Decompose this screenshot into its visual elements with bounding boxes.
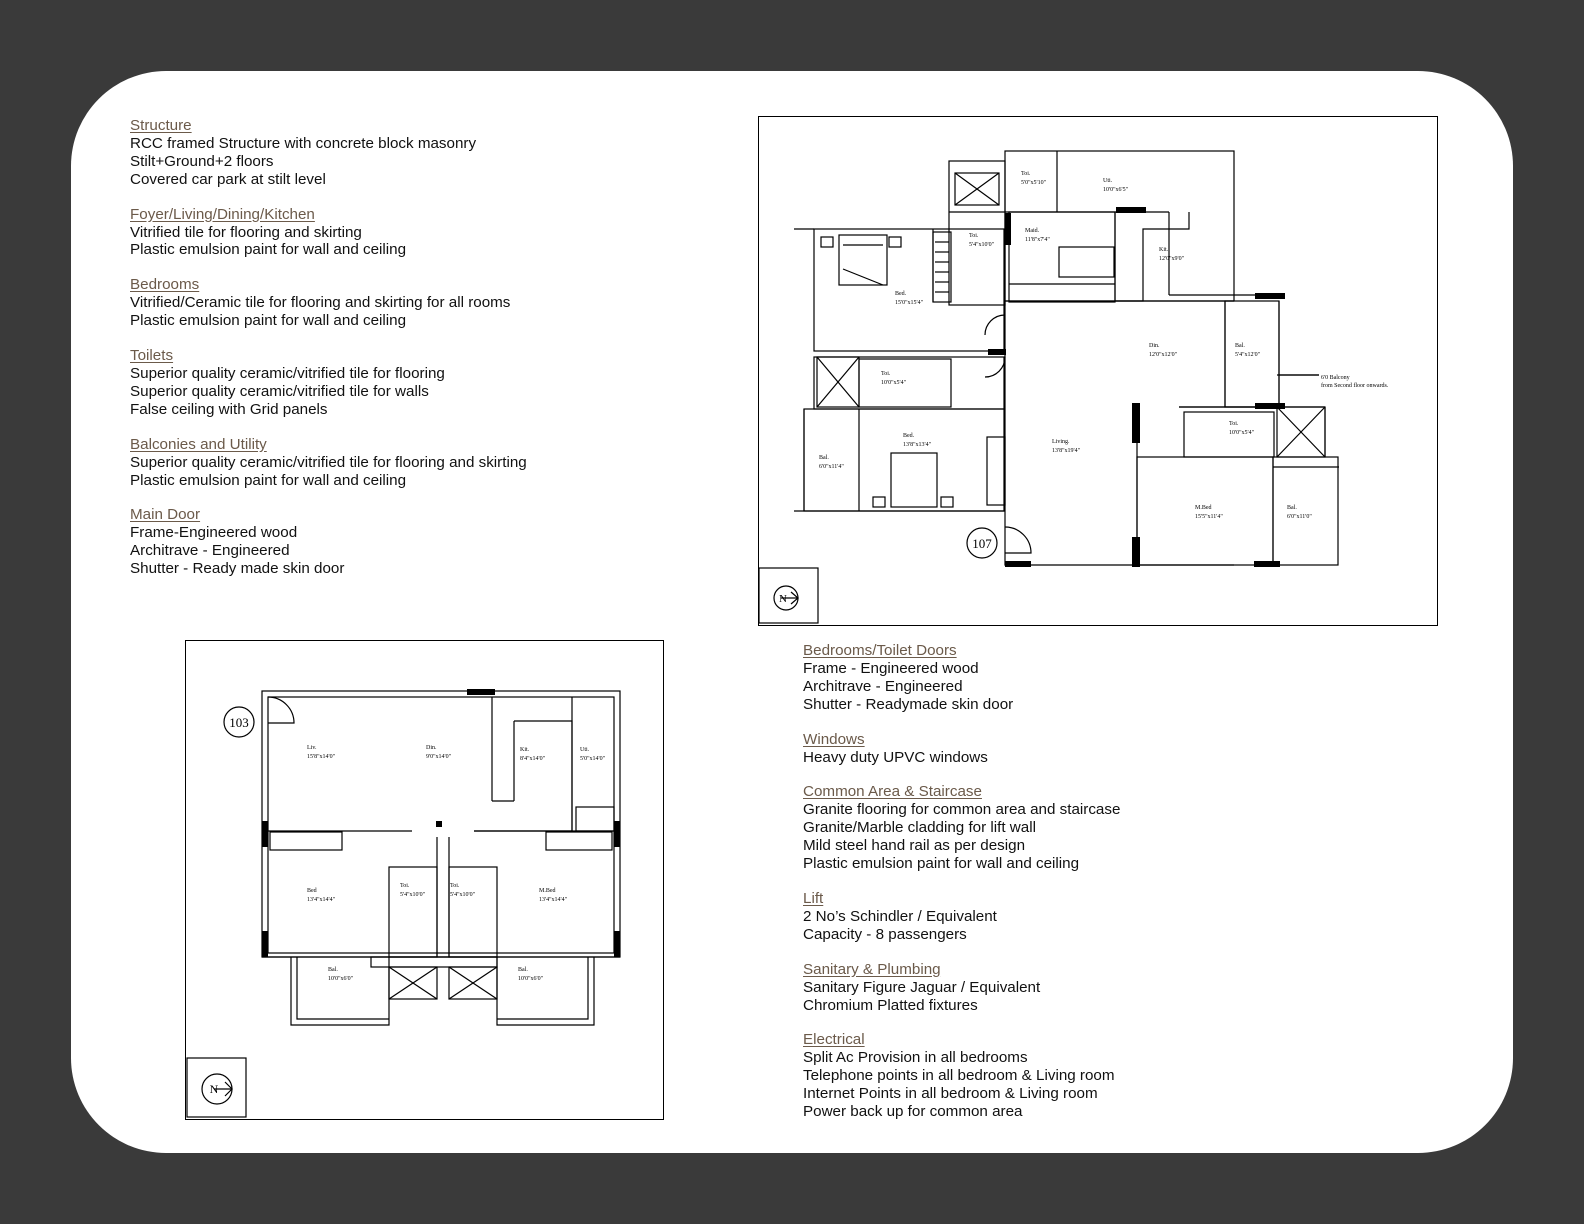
svg-text:10'0"x6'5": 10'0"x6'5"	[1103, 187, 1129, 193]
spec-section-title: Lift	[803, 889, 824, 907]
spec-line: Superior quality ceramic/vitrified tile for walls	[130, 382, 429, 400]
svg-text:10'0"x5'4": 10'0"x5'4"	[881, 380, 907, 386]
svg-text:5'4"x12'0": 5'4"x12'0"	[1235, 352, 1261, 358]
svg-text:6'0 Balcony: 6'0 Balcony	[1321, 375, 1350, 381]
svg-text:Toi.: Toi.	[1229, 421, 1239, 427]
svg-text:5'0"x5'10": 5'0"x5'10"	[1021, 180, 1047, 186]
spec-line: Telephone points in all bedroom & Living room	[803, 1067, 1115, 1085]
spec-line: Frame - Engineered wood	[803, 659, 979, 677]
spec-section	[130, 436, 690, 490]
svg-text:12'0"x9'0": 12'0"x9'0"	[1159, 256, 1185, 262]
spec-section-title: Windows	[803, 730, 865, 748]
spec-line: Frame-Engineered wood	[130, 524, 298, 542]
spec-section-title: Common Area & Staircase	[803, 783, 982, 801]
svg-text:Bed.: Bed.	[903, 433, 915, 439]
svg-text:6'0"x11'4": 6'0"x11'4"	[819, 464, 844, 470]
spec-section-title: Toilets	[130, 347, 174, 365]
svg-text:Bal.: Bal.	[819, 455, 829, 461]
spec-section	[130, 117, 690, 189]
spec-section-title: Foyer/Living/Dining/Kitchen	[130, 205, 315, 223]
svg-text:Bed.: Bed.	[895, 291, 907, 297]
svg-text:Toi.: Toi.	[969, 233, 979, 239]
svg-text:Liv.: Liv.	[307, 745, 317, 751]
spec-line: Granite flooring for common area and staircase	[803, 801, 1121, 819]
spec-section	[130, 206, 690, 260]
spec-section	[130, 347, 690, 419]
floor-plan-107-drawing	[759, 117, 1437, 625]
svg-text:15'5"x11'4": 15'5"x11'4"	[1195, 514, 1223, 520]
spec-line: Granite/Marble cladding for lift wall	[803, 819, 1036, 837]
svg-text:Bal.: Bal.	[518, 967, 528, 973]
spec-line: Vitrified/Ceramic tile for flooring and skirting for all rooms	[130, 294, 511, 312]
svg-text:Bed: Bed	[307, 888, 317, 894]
svg-text:Din.: Din.	[1149, 343, 1160, 349]
spec-line: Architrave - Engineered	[130, 542, 290, 560]
svg-text:5'4"x10'0": 5'4"x10'0"	[969, 242, 995, 248]
svg-text:12'0"x12'0": 12'0"x12'0"	[1149, 352, 1178, 358]
spec-line: Heavy duty UPVC windows	[803, 748, 988, 766]
spec-line: Plastic emulsion paint for wall and ceiling	[803, 855, 1080, 873]
svg-text:10'0"x6'0": 10'0"x6'0"	[518, 976, 544, 982]
svg-text:Bal.: Bal.	[328, 967, 338, 973]
spec-section	[130, 506, 690, 578]
svg-text:13'4"x14'4": 13'4"x14'4"	[539, 897, 568, 903]
spec-section-title: Main Door	[130, 506, 201, 524]
svg-text:N: N	[209, 1082, 219, 1096]
svg-text:from Second floor onwards.: from Second floor onwards.	[1321, 383, 1389, 389]
spec-line: Plastic emulsion paint for wall and ceiling	[130, 471, 407, 489]
spec-line: Internet Points in all bedroom & Living room	[803, 1085, 1098, 1103]
spec-section	[803, 642, 1363, 714]
svg-text:Toi.: Toi.	[881, 371, 891, 377]
svg-text:5'4"x10'0": 5'4"x10'0"	[450, 892, 476, 898]
floor-plan-103-drawing	[186, 641, 663, 1119]
spec-line: Power back up for common area	[803, 1103, 1023, 1121]
svg-text:103: 103	[229, 715, 249, 730]
spec-line: Shutter - Readymade skin door	[803, 695, 1014, 713]
spec-line: Capacity - 8 passengers	[803, 925, 967, 943]
svg-text:Kit.: Kit.	[1159, 247, 1169, 253]
svg-text:Living.: Living.	[1052, 439, 1070, 445]
svg-text:M.Bed: M.Bed	[1195, 505, 1212, 511]
svg-text:Uti.: Uti.	[580, 747, 590, 753]
svg-text:Kit.: Kit.	[520, 747, 530, 753]
svg-text:Bal.: Bal.	[1287, 505, 1297, 511]
svg-text:M.Bed: M.Bed	[539, 888, 556, 894]
svg-text:15'8"x14'0": 15'8"x14'0"	[307, 754, 336, 760]
svg-text:N: N	[779, 593, 787, 605]
svg-text:11'8"x7'4": 11'8"x7'4"	[1025, 237, 1050, 243]
spec-line: Chromium Platted fixtures	[803, 996, 978, 1014]
spec-section	[803, 1031, 1363, 1121]
svg-text:9'0"x14'0": 9'0"x14'0"	[426, 754, 452, 760]
spec-section-title: Bedrooms	[130, 276, 200, 294]
spec-section	[803, 731, 1363, 767]
spec-line: Split Ac Provision in all bedrooms	[803, 1049, 1028, 1067]
spec-line: Vitrified tile for flooring and skirting	[130, 223, 362, 241]
svg-text:5'4"x10'0": 5'4"x10'0"	[400, 892, 426, 898]
svg-text:Maid.: Maid.	[1025, 228, 1040, 234]
north-box	[759, 568, 818, 623]
spec-section-title: Electrical	[803, 1031, 865, 1049]
spec-line: Covered car park at stilt level	[130, 170, 326, 188]
spec-section	[803, 783, 1363, 873]
floor-plan-107	[758, 116, 1438, 626]
svg-text:Bal.: Bal.	[1235, 343, 1245, 349]
spec-line: Mild steel hand rail as per design	[803, 837, 1026, 855]
svg-text:Toi.: Toi.	[1021, 171, 1031, 177]
spec-section	[130, 276, 690, 330]
spec-section-title: Balconies and Utility	[130, 435, 267, 453]
spec-section	[803, 961, 1363, 1015]
floor-plan-103	[185, 640, 664, 1120]
svg-text:6'0"x11'0": 6'0"x11'0"	[1287, 514, 1312, 520]
spec-line: False ceiling with Grid panels	[130, 400, 328, 418]
spec-section-title: Sanitary & Plumbing	[803, 960, 941, 978]
svg-text:Din.: Din.	[426, 745, 437, 751]
spec-section	[803, 890, 1363, 944]
spec-line: Plastic emulsion paint for wall and ceiling	[130, 241, 407, 259]
svg-text:107: 107	[972, 536, 992, 551]
right-specifications	[803, 642, 1363, 1138]
svg-text:Uti.: Uti.	[1103, 178, 1113, 184]
spec-line: RCC framed Structure with concrete block masonry	[130, 134, 477, 152]
spec-line: 2 No’s Schindler / Equivalent	[803, 907, 997, 925]
left-specifications	[130, 117, 690, 595]
svg-text:8'4"x14'0": 8'4"x14'0"	[520, 756, 546, 762]
svg-text:13'8"x19'4": 13'8"x19'4"	[1052, 448, 1081, 454]
spec-section-title: Bedrooms/Toilet Doors	[803, 642, 957, 659]
svg-text:15'0"x15'4": 15'0"x15'4"	[895, 300, 924, 306]
svg-text:5'0"x14'0": 5'0"x14'0"	[580, 756, 606, 762]
svg-text:Toi.: Toi.	[450, 883, 460, 889]
svg-text:13'8"x13'4": 13'8"x13'4"	[903, 442, 932, 448]
svg-text:Toi.: Toi.	[400, 883, 410, 889]
spec-line: Superior quality ceramic/vitrified tile for flooring and skirting	[130, 453, 527, 471]
spec-line: Sanitary Figure Jaguar / Equivalent	[803, 978, 1041, 996]
svg-text:13'4"x14'4": 13'4"x14'4"	[307, 897, 336, 903]
spec-line: Superior quality ceramic/vitrified tile for flooring	[130, 364, 445, 382]
spec-section-title: Structure	[130, 117, 192, 134]
spec-line: Architrave - Engineered	[803, 677, 963, 695]
spec-line: Stilt+Ground+2 floors	[130, 152, 274, 170]
spec-line: Plastic emulsion paint for wall and ceiling	[130, 312, 407, 330]
spec-line: Shutter - Ready made skin door	[130, 560, 345, 578]
svg-text:10'0"x5'4": 10'0"x5'4"	[1229, 430, 1255, 436]
svg-text:10'0"x6'0": 10'0"x6'0"	[328, 976, 354, 982]
